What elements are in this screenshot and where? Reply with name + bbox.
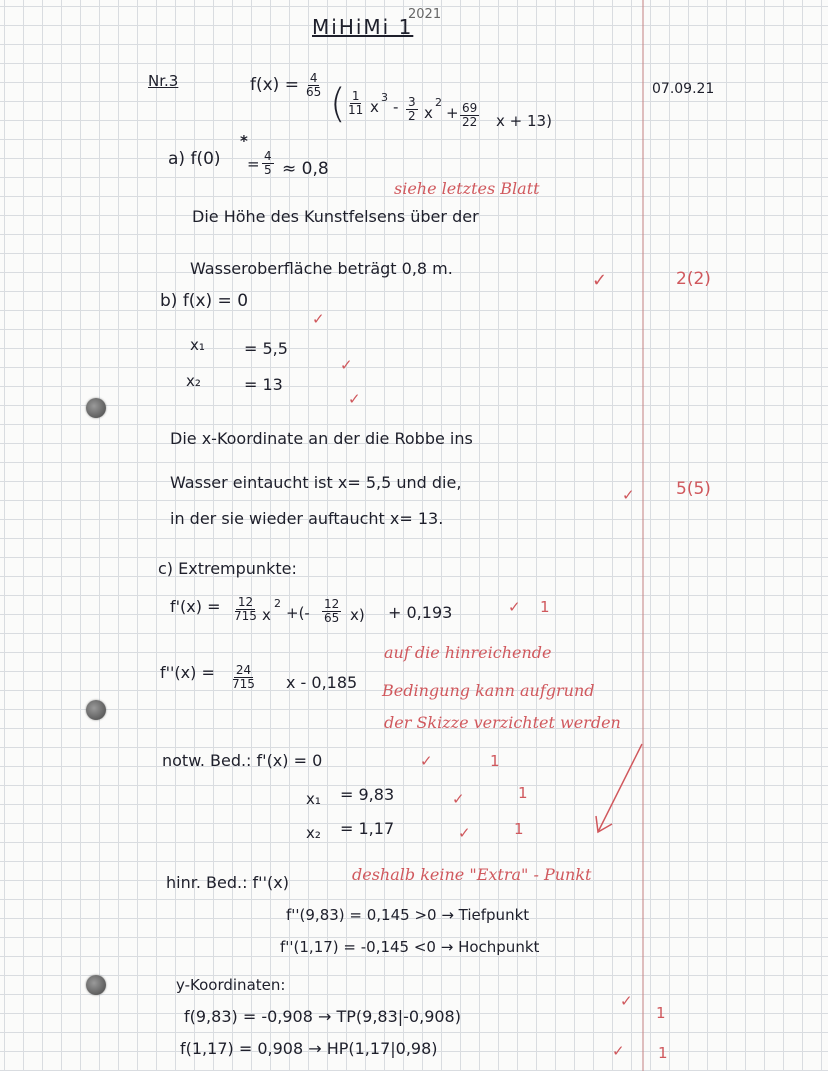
check-mark: ✓ (508, 598, 521, 616)
denominator: 5 (264, 163, 272, 177)
punch-hole (86, 975, 106, 995)
fraction (304, 72, 323, 99)
variable-label: x₂ (306, 824, 321, 842)
y-coordinate-line: f(9,83) = -0,908 → TP(9,83|-0,908) (184, 1007, 461, 1026)
y-coordinates-header: y-Koordinaten: (176, 976, 286, 994)
numerator: 4 (309, 71, 318, 85)
approx-value: ≈ 0,8 (282, 159, 329, 179)
part-c-header: c) Extrempunkte: (158, 559, 297, 578)
numerator: 12 (324, 597, 340, 611)
denominator: 65 (306, 85, 322, 99)
second-derivative-check: f''(1,17) = -0,145 <0 → Hochpunkt (280, 938, 540, 956)
check-mark: ✓ (622, 486, 635, 504)
y-coordinate-line: f(1,17) = 0,908 → HP(1,17|0,98) (180, 1039, 438, 1058)
derivative-lhs: f'(x) = (170, 597, 221, 616)
score: 5(5) (676, 479, 711, 499)
answer-text: in der sie wieder auftaucht x= 13. (170, 509, 444, 528)
numerator: 69 (462, 101, 478, 115)
fraction (262, 150, 274, 177)
fraction (232, 596, 259, 623)
check-mark: ✓ (312, 310, 325, 328)
variable-label: x₂ (186, 372, 201, 390)
margin-line (642, 0, 644, 1071)
exercise-number: Nr.3 (148, 72, 179, 90)
operator: + (446, 104, 459, 122)
sufficient-condition: hinr. Bed.: f''(x) (166, 873, 289, 892)
check-mark: ✓ (420, 752, 433, 770)
part-a-lhs: a) f(0) (168, 149, 221, 169)
punch-hole (86, 700, 106, 720)
operator: - (393, 98, 399, 116)
answer-text: Die x-Koordinate an der die Robbe ins (170, 429, 473, 448)
check-mark: ✓ (612, 1042, 625, 1060)
check-mark: ✓ (620, 992, 633, 1010)
check-mark: ✓ (340, 356, 353, 374)
teacher-note: Bedingung kann aufgrund (382, 681, 595, 700)
necessary-condition: notw. Bed.: f'(x) = 0 (162, 751, 323, 770)
numerator: 3 (408, 95, 416, 109)
denominator: 715 (234, 609, 257, 623)
derivative-lhs: f''(x) = (160, 663, 215, 682)
variable: x) (350, 606, 365, 624)
extremum-x: = 1,17 (340, 819, 395, 838)
derivative-tail: + 0,193 (388, 603, 453, 622)
point-mark: 1 (540, 598, 550, 616)
part-b-header: b) f(x) = 0 (160, 291, 249, 311)
numerator: 1 (351, 89, 360, 103)
page-title: MiHiMi 1 (312, 15, 414, 39)
paren-open: ( (330, 81, 346, 127)
year-label: 2021 (408, 7, 442, 22)
fraction (406, 96, 418, 123)
variable: x (262, 606, 271, 624)
numerator: 12 (237, 595, 254, 609)
operator: = (247, 155, 260, 173)
teacher-note: auf die hinreichende (384, 643, 552, 662)
denominator: 11 (348, 103, 364, 117)
date-label: 07.09.21 (652, 81, 715, 97)
teacher-note: siehe letztes Blatt (394, 179, 540, 198)
fraction (230, 664, 257, 691)
answer-text: Wasseroberfläche beträgt 0,8 m. (190, 259, 453, 278)
point-mark: 1 (656, 1004, 666, 1022)
fraction (460, 102, 479, 129)
answer-text: Die Höhe des Kunstfelsens über der (192, 207, 479, 226)
teacher-note: deshalb keine "Extra" - Punkt (352, 865, 592, 884)
exponent: 2 (435, 96, 442, 109)
score: 2(2) (676, 269, 711, 289)
denominator: 22 (462, 115, 478, 129)
point-mark: 1 (518, 784, 528, 802)
function-lhs: f(x) = (250, 75, 299, 95)
derivative-tail: x - 0,185 (286, 673, 358, 692)
extremum-x: = 9,83 (340, 785, 395, 804)
fraction (322, 598, 341, 625)
point-mark: 1 (658, 1044, 668, 1062)
variable-label: x₁ (306, 790, 321, 808)
check-mark: ✓ (348, 390, 361, 408)
root-value: = 13 (244, 375, 283, 394)
denominator: 2 (408, 109, 416, 123)
check-mark: ✓ (592, 270, 608, 291)
point-mark: 1 (490, 752, 500, 770)
denominator: 715 (232, 677, 255, 691)
answer-text: Wasser eintaucht ist x= 5,5 und die, (170, 473, 462, 492)
check-mark: ✓ (458, 824, 471, 842)
function-tail: x + 13) (496, 112, 552, 130)
teacher-note: der Skizze verzichtet werden (384, 713, 621, 732)
fraction (346, 90, 365, 117)
root-value: = 5,5 (244, 339, 288, 358)
exponent: 2 (274, 597, 281, 610)
second-derivative-check: f''(9,83) = 0,145 >0 → Tiefpunkt (286, 906, 530, 924)
star-mark: * (240, 132, 248, 150)
variable-label: x₁ (190, 336, 205, 354)
point-mark: 1 (514, 820, 524, 838)
denominator: 65 (324, 611, 340, 625)
check-mark: ✓ (452, 790, 465, 808)
numerator: 4 (264, 149, 272, 163)
arrow-icon (590, 740, 650, 840)
operator: +(- (286, 604, 310, 622)
punch-hole (86, 398, 106, 418)
exponent: 3 (381, 91, 388, 104)
variable: x (424, 104, 433, 122)
numerator: 24 (235, 663, 252, 677)
variable: x (370, 98, 379, 116)
